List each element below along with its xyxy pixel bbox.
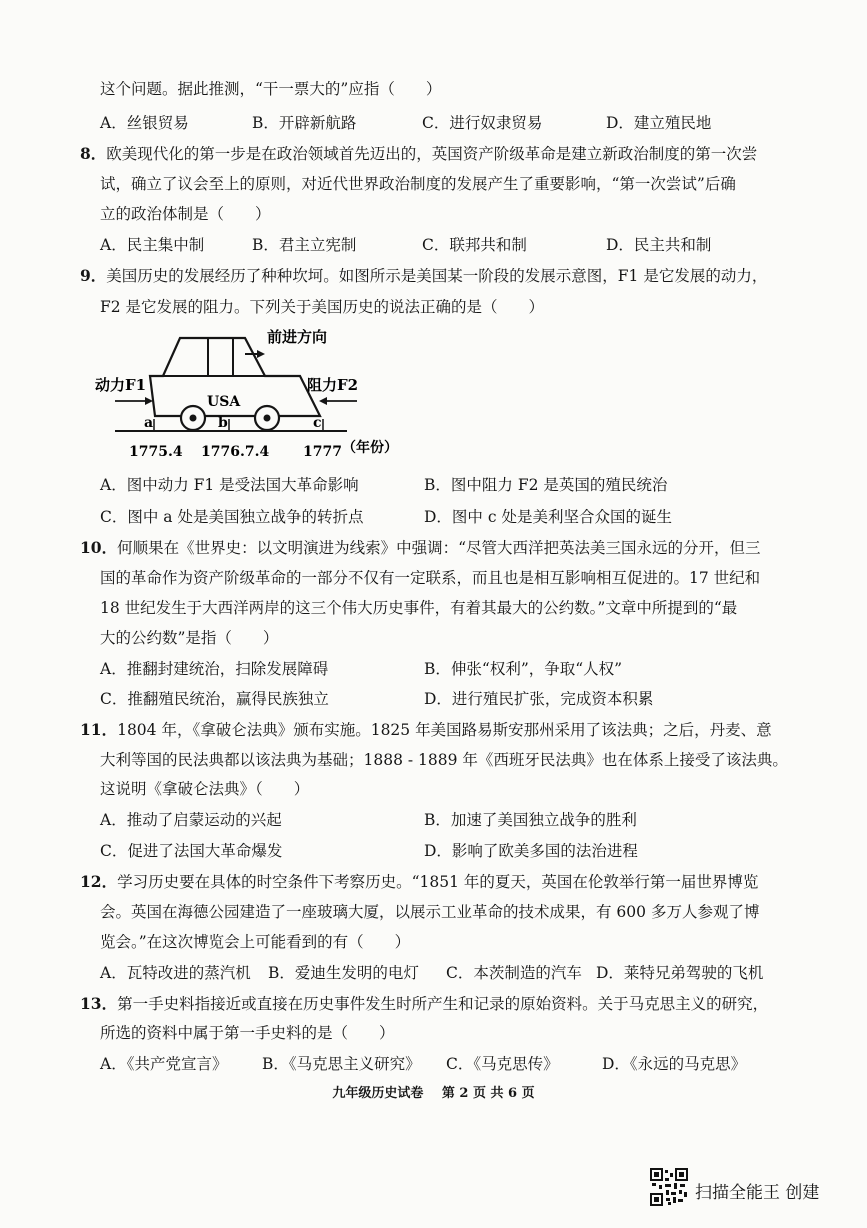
q11-stem-line-2: 大利等国的民法典都以该法典为基础；1888 - 1889 年《西班牙民法典》也在体系上接受了该法典。 bbox=[100, 751, 788, 769]
q12-option-b: B．爱迪生发明的电灯 bbox=[268, 964, 419, 982]
q12-stem-line-3: 览会。”在这次博览会上可能看到的有（ ） bbox=[100, 933, 411, 951]
usa-development-diagram bbox=[95, 328, 455, 464]
page-footer bbox=[0, 1082, 867, 1101]
point-c-label: c bbox=[313, 415, 322, 431]
footer-exam-title: 九年级历史试卷 bbox=[332, 1086, 424, 1101]
q10-option-d: D．进行殖民扩张，完成资本积累 bbox=[424, 690, 654, 708]
q12-stem-line-2: 会。英国在海德公园建造了一座玻璃大厦，以展示工业革命的技术成果，有 600 多万人参观了博 bbox=[100, 903, 760, 921]
q13-number: 13． bbox=[80, 994, 118, 1013]
q13-stem-line-2: 所选的资料中属于第一手史料的是（ ） bbox=[100, 1024, 395, 1042]
q13-option-b: B．《马克思主义研究》 bbox=[262, 1055, 421, 1073]
q8-stem-line-2: 试，确立了议会至上的原则，对近代世界政治制度的发展产生了重要影响，“第一次尝试”后确 bbox=[100, 175, 736, 193]
forward-direction-label: 前进方向 bbox=[267, 328, 328, 346]
q10-stem-line-2: 国的革命作为资产阶级革命的一部分不仅有一定联系，而且也是相互影响相互促进的。17 世纪和 bbox=[100, 569, 761, 587]
q11-stem-line-3: 这说明《拿破仑法典》（ ） bbox=[100, 780, 310, 798]
footer-page-number: 第 2 页 共 6 页 bbox=[441, 1086, 535, 1101]
q9-option-a: A．图中动力 F1 是受法国大革命影响 bbox=[100, 476, 359, 494]
force-f1-label: 动力F1 bbox=[95, 376, 147, 394]
q11-number: 11． bbox=[80, 720, 118, 739]
q7-option-a: A．丝银贸易 bbox=[100, 114, 189, 132]
q7-option-d: D．建立殖民地 bbox=[606, 114, 712, 132]
q9-option-c: C．图中 a 处是美国独立战争的转折点 bbox=[100, 508, 364, 526]
q8-option-a: A．民主集中制 bbox=[100, 236, 205, 254]
point-a-label: a bbox=[144, 415, 154, 431]
q8-option-d: D．民主共和制 bbox=[606, 236, 712, 254]
q12-number: 12． bbox=[80, 872, 118, 891]
forward-arrow-head bbox=[257, 350, 265, 358]
year-label-2: 1776.7.4 bbox=[201, 444, 270, 460]
year-label-1: 1775.4 bbox=[129, 444, 183, 460]
q12-option-d: D．莱特兄弟驾驶的飞机 bbox=[596, 964, 764, 982]
point-b-label: b bbox=[218, 415, 228, 431]
q10-option-a: A．推翻封建统治，扫除发展障碍 bbox=[100, 660, 329, 678]
q11-option-d: D．影响了欧美多国的法治进程 bbox=[424, 842, 638, 860]
q12-option-c: C．本茨制造的汽车 bbox=[446, 964, 582, 982]
force-f2-arrow-head bbox=[319, 397, 327, 405]
q9-option-b: B．图中阻力 F2 是英国的殖民统治 bbox=[424, 476, 668, 494]
wheel-hub bbox=[264, 415, 271, 422]
year-label-3: 1777 bbox=[303, 444, 342, 460]
q13-option-d: D．《永远的马克思》 bbox=[602, 1055, 747, 1073]
year-unit-label: （年份） bbox=[342, 440, 398, 456]
car-usa-label: USA bbox=[207, 394, 241, 410]
q7-option-b: B．开辟新航路 bbox=[252, 114, 357, 132]
q10-option-c: C．推翻殖民统治，赢得民族独立 bbox=[100, 690, 329, 708]
q10-stem-line-1: 10．何顺果在《世界史：以文明演进为线索》中强调：“尽管大西洋把英法美三国永远的分开，但三 bbox=[80, 538, 761, 557]
q13-stem-line-1: 13．第一手史料指接近或直接在历史事件发生时所产生和记录的原始资料。关于马克思主义的研究， bbox=[80, 994, 769, 1013]
wheel-hub bbox=[190, 415, 197, 422]
q7-tail-text: 这个问题。据此推测，“干一票大的”应指（ ） bbox=[100, 80, 442, 98]
q10-number: 10． bbox=[80, 538, 118, 557]
q13-option-a: A．《共产党宣言》 bbox=[100, 1055, 228, 1073]
q8-number: 8． bbox=[80, 144, 107, 163]
q8-option-c: C．联邦共和制 bbox=[422, 236, 527, 254]
q10-stem-line-3: 18 世纪发生于大西洋两岸的这三个伟大历史事件，有着其最大的公约数。”文章中所提到的“最 bbox=[100, 599, 738, 617]
force-f2-label: 阻力F2 bbox=[307, 376, 359, 394]
q9-option-d: D．图中 c 处是美利坚合众国的诞生 bbox=[424, 508, 672, 526]
q12-stem-line-1: 12．学习历史要在具体的时空条件下考察历史。“1851 年的夏天，英国在伦敦举行第一届世界博览 bbox=[80, 872, 759, 891]
q7-option-c: C．进行奴隶贸易 bbox=[422, 114, 543, 132]
q9-number: 9． bbox=[80, 266, 107, 285]
q11-option-b: B．加速了美国独立战争的胜利 bbox=[424, 811, 637, 829]
q10-stem-line-4: 大的公约数”是指（ ） bbox=[100, 629, 279, 647]
q10-option-b: B．伸张“权利”，争取“人权” bbox=[424, 660, 623, 678]
q13-option-c: C．《马克思传》 bbox=[446, 1055, 559, 1073]
scanner-watermark: 扫描全能王 创建 bbox=[695, 1183, 820, 1203]
q9-stem-line-1: 9．美国历史的发展经历了种种坎坷。如图所示是美国某一阶段的发展示意图，F1 是它发展的动力， bbox=[80, 266, 768, 285]
q11-option-a: A．推动了启蒙运动的兴起 bbox=[100, 811, 282, 829]
q12-option-a: A．瓦特改进的蒸汽机 bbox=[100, 964, 251, 982]
q9-stem-line-2: F2 是它发展的阻力。下列关于美国历史的说法正确的是（ ） bbox=[100, 298, 545, 316]
qr-code-icon bbox=[650, 1168, 688, 1206]
q8-stem-line-3: 立的政治体制是（ ） bbox=[100, 205, 271, 223]
q8-stem-line-1: 8．欧美现代化的第一步是在政治领域首先迈出的，英国资产阶级革命是建立新政治制度的第一次尝 bbox=[80, 144, 758, 163]
q11-option-c: C．促进了法国大革命爆发 bbox=[100, 842, 283, 860]
q11-stem-line-1: 11．1804 年，《拿破仑法典》颁布实施。1825 年美国路易斯安那州采用了该法典；之后，丹麦、意 bbox=[80, 720, 772, 739]
q8-option-b: B．君主立宪制 bbox=[252, 236, 357, 254]
